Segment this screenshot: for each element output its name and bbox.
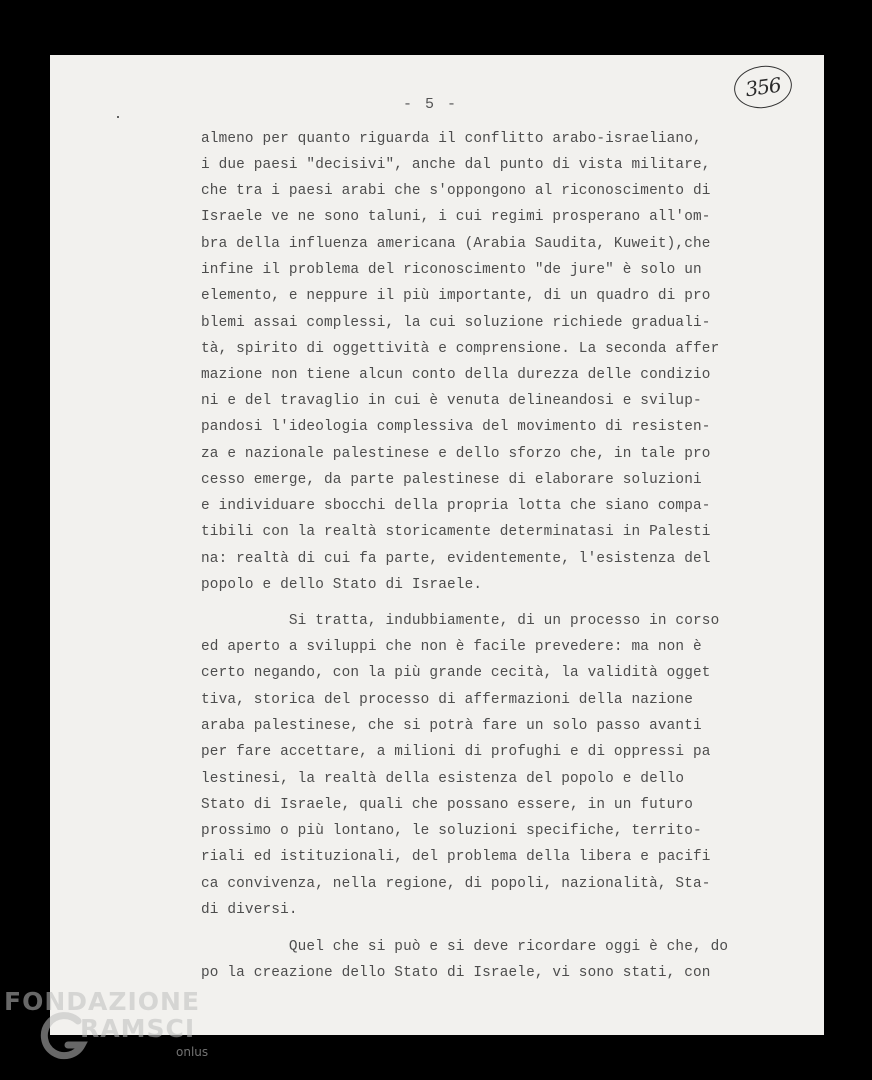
text-line: ca convivenza, nella regione, di popoli, nazionalità, Sta- [201, 876, 711, 892]
text-line: blemi assai complessi, la cui soluzione richiede graduali- [201, 315, 711, 331]
archive-number-stamp: 356 [731, 62, 794, 112]
text-line: tà, spirito di oggettività e comprensione. La seconda affer [201, 341, 720, 357]
text-line: tiva, storica del processo di affermazioni della nazione [201, 692, 694, 708]
text-line: i due paesi "decisivi", anche dal punto di vista militare, [201, 157, 711, 173]
text-line: e individuare sbocchi della propria lotta che siano compa- [201, 498, 711, 514]
text-line: Stato di Israele, quali che possano essere, in un futuro [201, 797, 694, 813]
page-number: - 5 - [403, 96, 459, 113]
text-line: certo negando, con la più grande cecità, la validità ogget [201, 665, 711, 681]
text-line: almeno per quanto riguarda il conflitto arabo-israeliano, [201, 131, 702, 147]
text-line: po la creazione dello Stato di Israele, vi sono stati, con [201, 965, 711, 981]
text-line: cesso emerge, da parte palestinese di elaborare soluzioni [201, 472, 702, 488]
text-line: na: realtà di cui fa parte, evidentemente, l'esistenza del [201, 551, 711, 567]
text-line: popolo e dello Stato di Israele. [201, 577, 483, 593]
text-line: ed aperto a sviluppi che non è facile prevedere: ma non è [201, 639, 702, 655]
text-line: za e nazionale palestinese e dello sforzo che, in tale pro [201, 446, 711, 462]
text-line: araba palestinese, che si potrà fare un solo passo avanti [201, 718, 702, 734]
text-line: pandosi l'ideologia complessiva del movimento di resisten- [201, 419, 711, 435]
text-line: infine il problema del riconoscimento "de jure" è solo un [201, 262, 702, 278]
text-line: ni e del travaglio in cui è venuta delineandosi e svilup- [201, 393, 702, 409]
text-line: riali ed istituzionali, del problema della libera e pacifi [201, 849, 711, 865]
fondazione-gramsci-watermark [4, 987, 219, 1079]
text-line: elemento, e neppure il più importante, di un quadro di pro [201, 288, 711, 304]
text-line: prossimo o più lontano, le soluzioni specifiche, territo- [201, 823, 702, 839]
text-line: per fare accettare, a milioni di profughi e di oppressi pa [201, 744, 711, 760]
watermark-line-1: FONDAZIONE [4, 987, 201, 1016]
text-line: Israele ve ne sono taluni, i cui regimi prosperano all'om- [201, 209, 711, 225]
text-line: tibili con la realtà storicamente determinatasi in Palesti [201, 524, 711, 540]
text-line: lestinesi, la realtà della esistenza del popolo e dello [201, 771, 685, 787]
text-line: Si tratta, indubbiamente, di un processo in corso [201, 613, 720, 629]
text-line: Quel che si può e si deve ricordare oggi è che, do [201, 939, 729, 955]
text-line: che tra i paesi arabi che s'oppongono al riconoscimento di [201, 183, 711, 199]
text-line: di diversi. [201, 902, 298, 918]
ink-speck [117, 116, 119, 118]
watermark-line-2: RAMSCI [80, 1014, 196, 1043]
text-line: mazione non tiene alcun conto della durezza delle condizio [201, 367, 711, 383]
watermark-suffix: onlus [176, 1045, 209, 1059]
text-line: bra della influenza americana (Arabia Saudita, Kuweit),che [201, 236, 711, 252]
